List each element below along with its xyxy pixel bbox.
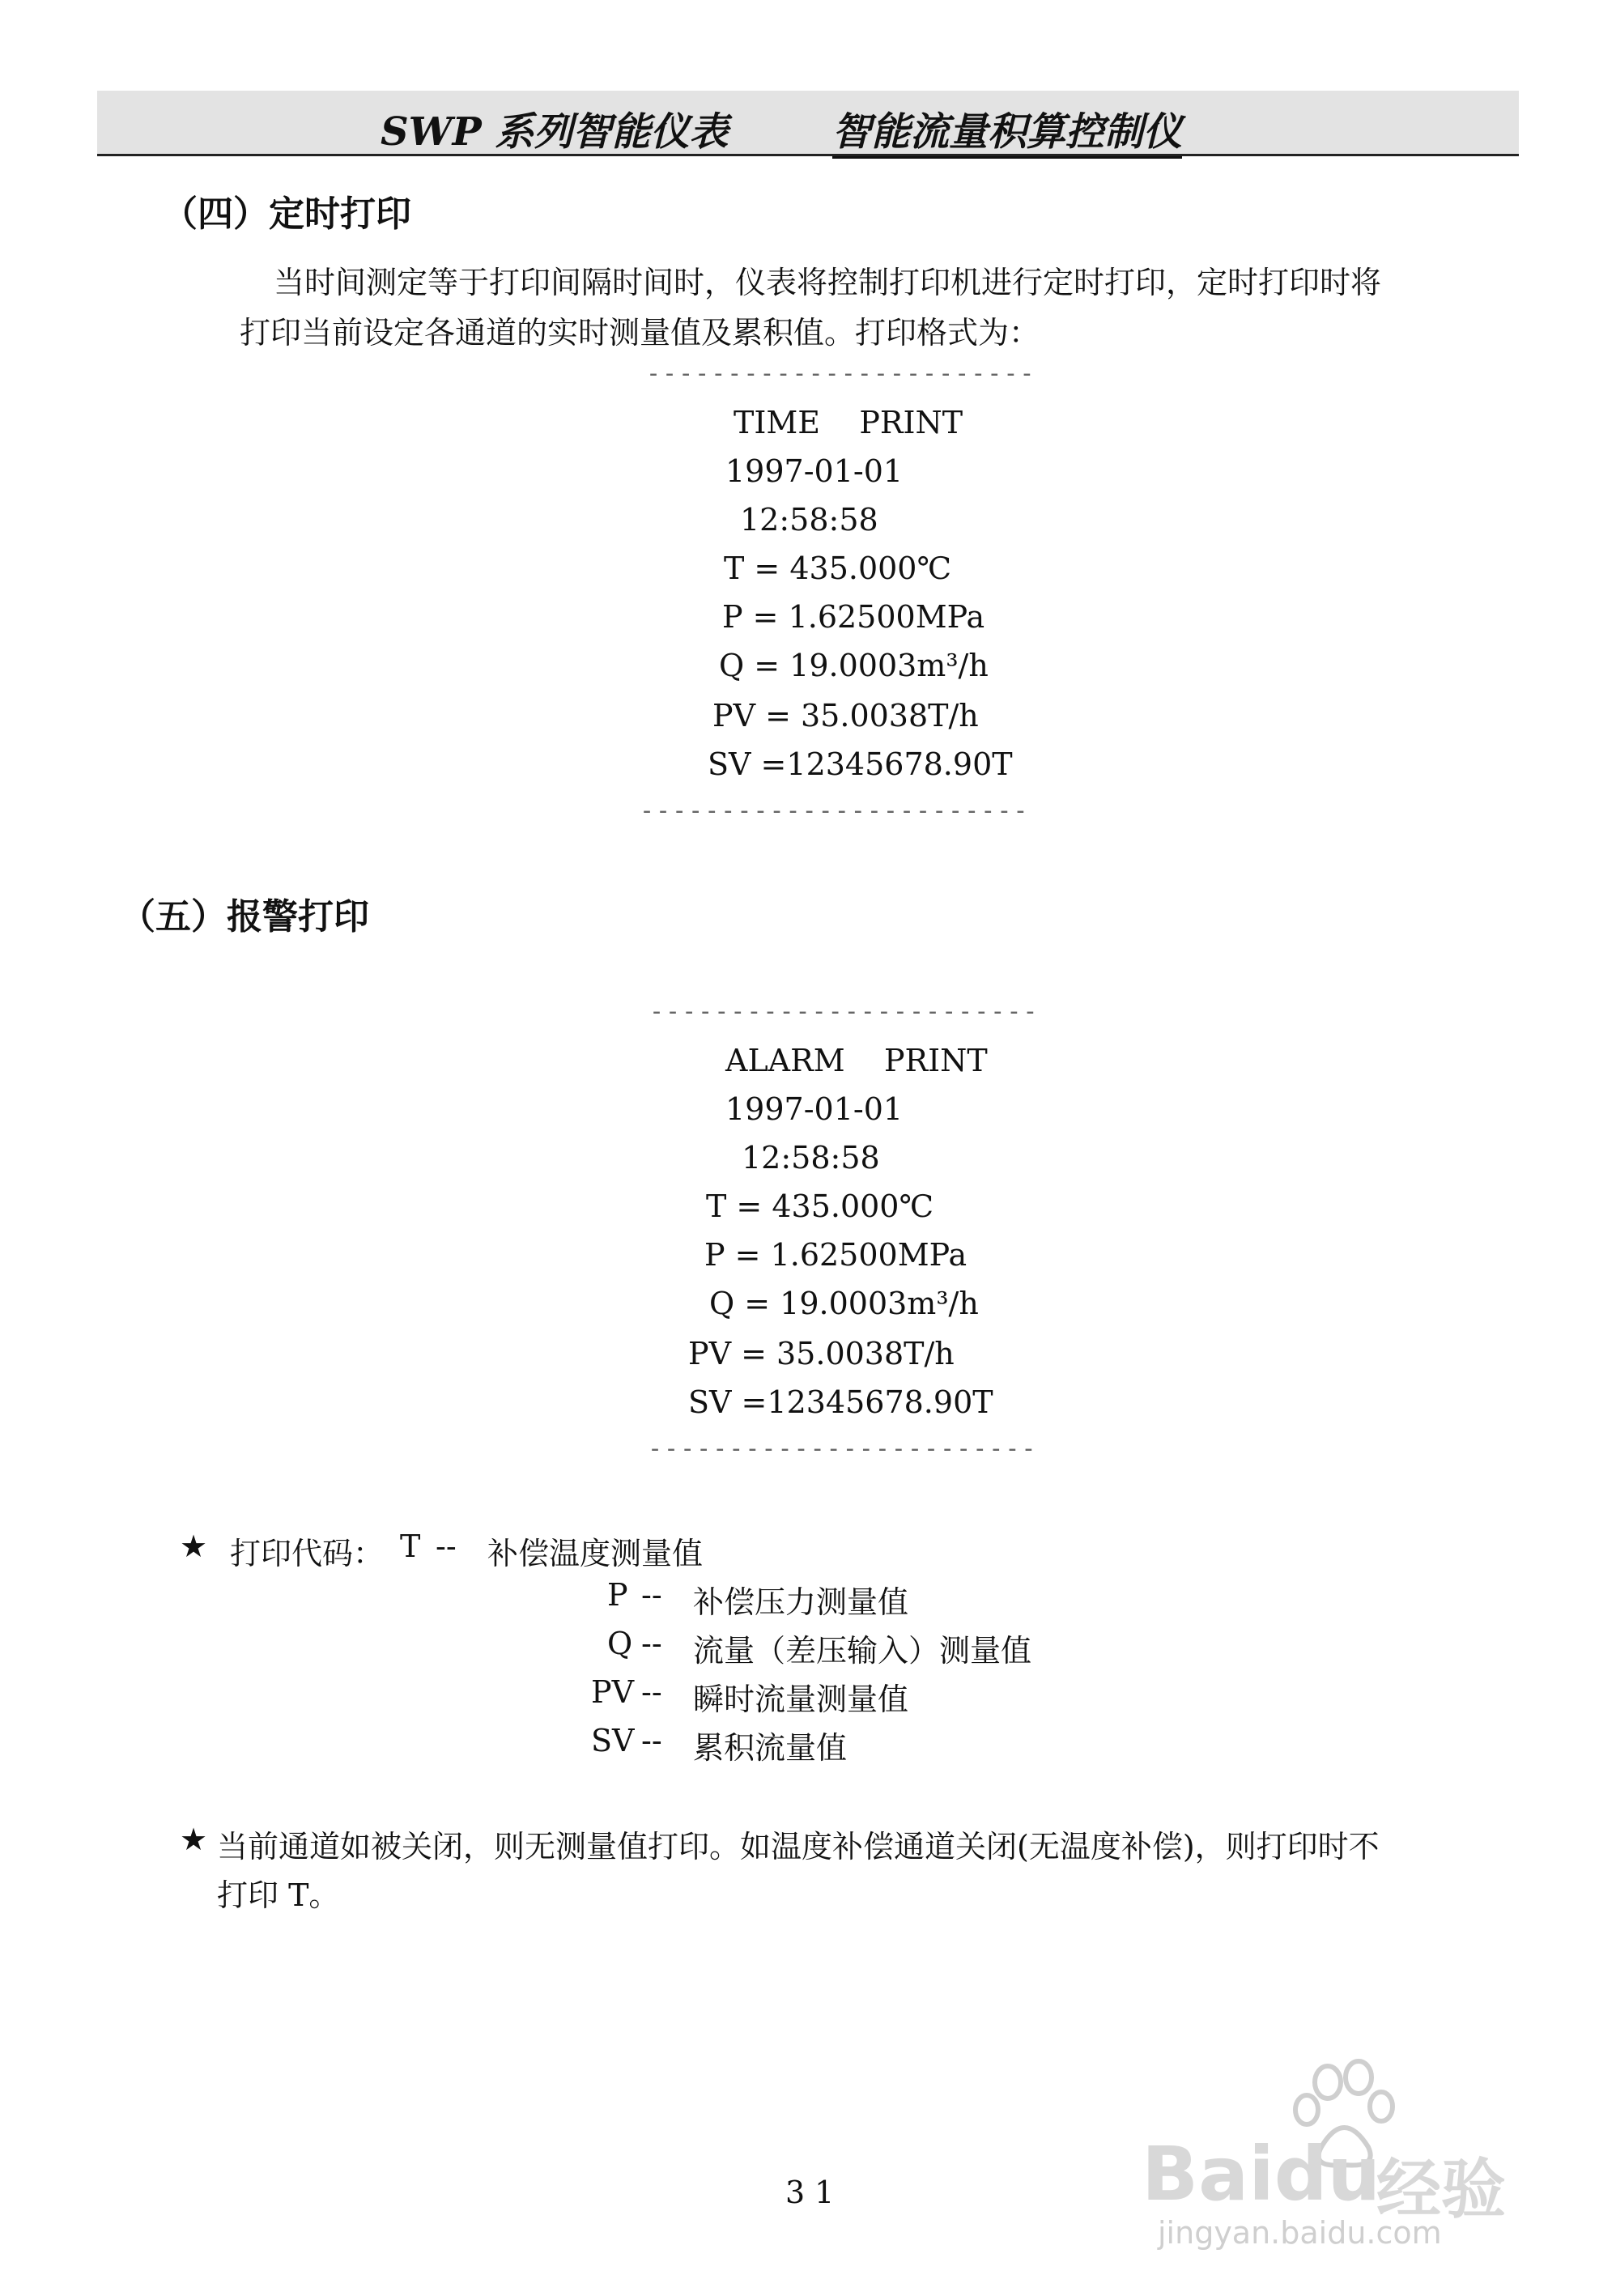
printout2-t-line: T = 435.000℃ [706,1188,933,1224]
baidu-watermark [1142,2056,1522,2251]
note-line1: 当前通道如被关闭，则无测量值打印。如温度补偿通道关闭(无温度补偿)，则打印时不 [217,1829,1380,1864]
code-t: T [400,1529,421,1564]
code-sv: SV [591,1723,635,1758]
code-q: Q [607,1626,633,1661]
header-series-title: SWP 系列智能仪表 [381,109,729,155]
printout2-divider-top: ------------------------ [649,997,1040,1026]
printout1-divider-bottom: ------------------------ [640,797,1030,825]
watermark-url: jingyan.baidu.com [1158,2215,1442,2251]
section4-paragraph-line2: 打印当前设定各通道的实时测量值及累积值。打印格式为： [240,315,1040,351]
section5-heading: （五）报警打印 [120,896,369,938]
code-pv-sep: -- [641,1674,662,1710]
watermark-brand-cn: 经验 [1376,2152,1506,2227]
printout1-pv-line: PV = 35.0038T/h [712,698,979,733]
printout1-title: TIME PRINT [734,405,963,440]
section4-heading: （四）定时打印 [162,193,411,235]
note-star-icon: ★ [180,1822,208,1857]
page-header [97,91,1519,156]
printout1-time: 12:58:58 [740,502,878,538]
code-q-sep: -- [641,1626,662,1661]
header-product-title: 智能流量积算控制仪 [832,100,1182,159]
code-pv: PV [591,1674,635,1710]
code-t-sep: -- [436,1529,457,1564]
code-p: P [607,1577,628,1613]
code-pv-desc: 瞬时流量测量值 [693,1682,909,1717]
code-p-sep: -- [641,1577,662,1613]
printout2-divider-bottom: ------------------------ [648,1435,1038,1463]
code-t-desc: 补偿温度测量值 [487,1536,704,1571]
printout2-pv-line: PV = 35.0038T/h [688,1336,955,1371]
note-line2: 打印 T。 [217,1877,340,1913]
printout1-sv-line: SV =12345678.90T [708,746,1013,782]
watermark-brand: Baidu [1142,2131,1381,2217]
codes-label: 打印代码： [230,1536,385,1571]
page-number: 31 [785,2175,844,2210]
printout1-p-line: P = 1.62500MPa [722,599,985,635]
printout2-time: 12:58:58 [742,1140,880,1176]
code-p-desc: 补偿压力测量值 [693,1584,909,1620]
printout2-date: 1997-01-01 [725,1091,904,1127]
codes-star-icon: ★ [180,1529,208,1564]
printout2-p-line: P = 1.62500MPa [704,1237,967,1273]
printout1-q-line: Q = 19.0003m³/h [719,648,989,683]
printout2-q-line: Q = 19.0003m³/h [709,1286,979,1321]
code-sv-desc: 累积流量值 [693,1730,848,1766]
code-q-desc: 流量（差压输入）测量值 [693,1633,1032,1669]
printout2-title: ALARM PRINT [725,1043,988,1078]
section4-paragraph-line1: 当时间测定等于打印间隔时间时，仪表将控制打印机进行定时打印，定时打印时将 [274,265,1382,300]
printout2-sv-line: SV =12345678.90T [688,1384,993,1420]
printout1-divider-top: ------------------------ [646,359,1036,388]
printout1-date: 1997-01-01 [725,453,904,489]
printout1-t-line: T = 435.000℃ [724,551,951,586]
code-sv-sep: -- [641,1723,662,1758]
